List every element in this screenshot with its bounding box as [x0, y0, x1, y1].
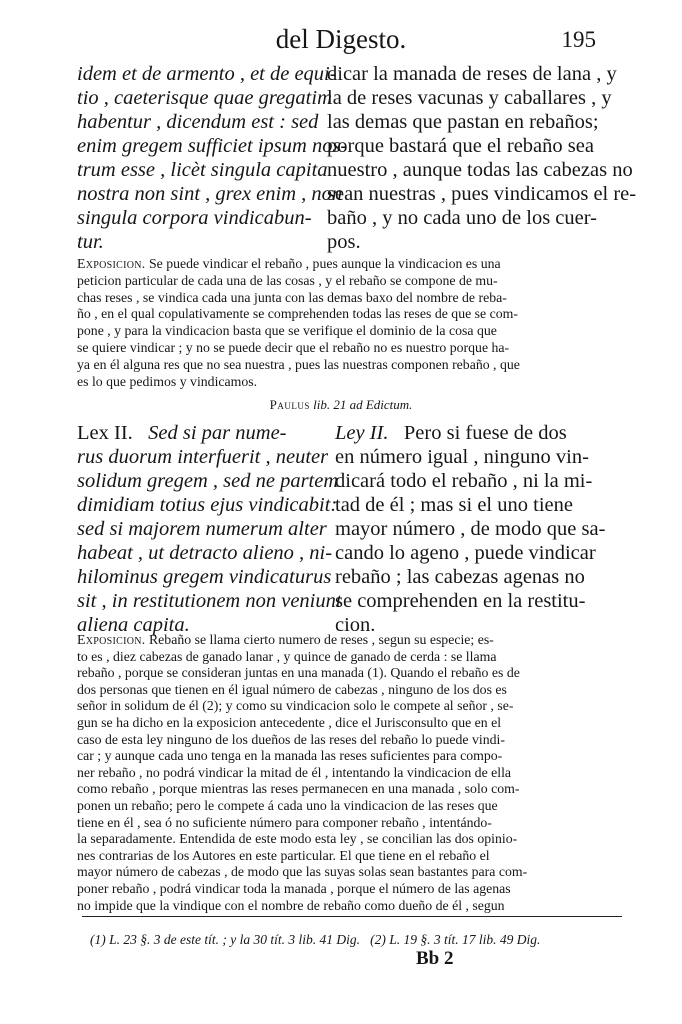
exposition-line: Exposicion. Se puede vindicar el rebaño , pues aunque la vindicacion es una	[77, 256, 501, 271]
spanish-line: Ley II. Pero si fuese de dos	[335, 422, 567, 444]
exposition-line: car ; y aunque cada uno tenga en la manada las reses suficientes para compo-	[77, 748, 503, 764]
spanish-line: cando lo ageno , puede vindicar	[335, 542, 596, 564]
footnote-1: (1) L. 23 §. 3 de este tít. ; y la 30 tít. 3 lib. 41 Dig.	[90, 932, 360, 947]
latin-line: tur.	[77, 231, 104, 253]
spanish-line: sean nuestras , pues vindicamos el re-	[327, 183, 637, 205]
latin-line: hilominus gregem vindicaturus	[77, 566, 332, 588]
spanish-line: porque bastará que el rebaño sea	[327, 135, 594, 157]
exposition-line: mayor número de cabezas , de modo que las suyas solas sean bastantes para com-	[77, 864, 528, 880]
footnote-divider	[82, 916, 622, 917]
latin-line: habentur , dicendum est : sed	[77, 111, 319, 133]
exposition-line: es lo que pedimos y vindicamos.	[77, 373, 258, 389]
spanish-line: las demas que pastan en rebaños;	[327, 111, 599, 133]
spanish-line: dicará todo el rebaño , ni la mi-	[335, 470, 593, 492]
spanish-line: cion.	[335, 614, 376, 636]
jurist-name: Paulus	[269, 397, 310, 412]
spanish-line: en número igual , ninguno vin-	[335, 446, 589, 468]
exposition-line: ponen un rebaño; pero le compete á cada uno la vindicacion de las reses que	[77, 797, 498, 813]
latin-line: sed si majorem numerum alter	[77, 518, 327, 540]
exposition-line: se quiere vindicar ; y no se puede decir que el rebaño no es nuestro porque ha-	[77, 339, 510, 355]
footnotes	[90, 932, 620, 948]
exposition-line: Exposicion. Rebaño se llama cierto numero de reses , segun su especie; es-	[77, 632, 494, 647]
latin-line: Lex II. Sed si par nume-	[77, 422, 287, 444]
exposition-label: Exposicion.	[77, 256, 146, 271]
exposition-line: no impide que la vindique con el nombre de rebaño como dueño de él , segun	[77, 897, 505, 913]
latin-line: singula corpora vindicabun-	[77, 207, 312, 229]
exposition-line: pone , y para la vindicacion basta que se verifique el dominio de la cosa que	[77, 323, 497, 339]
footnote-2: (2) L. 19 §. 3 tít. 17 lib. 49 Dig.	[370, 932, 541, 947]
latin-line: tio , caeterisque quae gregatim	[77, 87, 332, 109]
latin-line: enim gregem sufficiet ipsum nos-	[77, 135, 348, 157]
latin-line: idem et de armento , et de equi-	[77, 63, 337, 85]
latin-line: aliena capita.	[77, 614, 190, 636]
exposition-line: peticion particular de cada una de las cosas , y el rebaño se compone de mu-	[77, 272, 498, 288]
spanish-line: nuestro , aunque todas las cabezas no	[327, 159, 633, 181]
latin-line: rus duorum interfuerit , neuter	[77, 446, 329, 468]
spanish-line: pos.	[327, 231, 361, 253]
source-reference: lib. 21 ad Edictum.	[313, 397, 413, 412]
latin-column-2	[77, 421, 342, 637]
latin-line: trum esse , licèt singula capita	[77, 159, 328, 181]
exposition-line: ner rebaño , no podrá vindicar la mitad de él , intentando la vindicacion de ella	[77, 764, 512, 780]
exposition-line: to es , diez cabezas de ganado lanar , y quince de ganado de cerda : se llama	[77, 648, 497, 664]
exposition-line: rebaño , porque se consideran juntas en una manada (1). Quando el rebaño es de	[77, 665, 520, 681]
spanish-line: baño , y no cada uno de los cuer-	[327, 207, 597, 229]
spanish-line: rebaño ; las cabezas agenas no	[335, 566, 585, 588]
exposition-line: como rebaño , porque mientras las reses permanecen en una manada , solo com-	[77, 781, 520, 797]
latin-line: nostra non sint , grex enim , non	[77, 183, 343, 205]
running-head: del Digesto.	[275, 24, 407, 54]
latin-line: habeat , ut detracto alieno , ni-	[77, 542, 333, 564]
exposition-label: Exposicion.	[77, 632, 146, 647]
latin-line: sit , in restitutionem non veniunt	[77, 590, 342, 612]
exposition-line: señor in solidum de él (2); y como su vindicacion solo le compete al señor , se-	[77, 698, 514, 714]
exposition-line: chas reses , se vindica cada una junta con las demas baxo del nombre de reba-	[77, 289, 507, 305]
signature-mark: Bb 2	[416, 948, 454, 969]
exposition-line: ño , en el qual copulativamente se comprehenden todas las reses de que se com-	[77, 306, 518, 322]
page-number: 195	[561, 27, 596, 52]
spanish-line: dicar la manada de reses de lana , y	[327, 63, 617, 85]
spanish-line: se comprehenden en la restitu-	[335, 590, 586, 612]
exposition-line: ya en él alguna res que no sea nuestra , pues las nuestras componen rebaño , que	[77, 356, 520, 372]
exposition-line: nes contrarias de los Autores en este particular. El que tiene en el rebaño el	[77, 847, 490, 863]
latin-line: solidum gregem , sed ne partem	[77, 470, 339, 492]
spanish-column-2	[335, 421, 619, 637]
spanish-line: tad de él ; mas si el uno tiene	[335, 494, 573, 516]
exposition-line: caso de esta ley ninguno de los dueños de las reses del rebaño lo puede vindi-	[77, 731, 505, 747]
spanish-line: mayor número , de modo que sa-	[335, 518, 606, 540]
lex-heading: Lex II.	[77, 422, 133, 444]
exposition-line: dos personas que tienen en él igual número de cabezas , ninguno de los dos es	[77, 681, 507, 697]
exposition-line: tiene en él , sea ó no suficiente número para componer rebaño , intentándo-	[77, 814, 492, 830]
exposition-line: la separadamente. Entendida de este modo esta ley , se concilian las dos opinio-	[77, 831, 518, 847]
source-attribution	[0, 397, 682, 413]
ley-heading: Ley II.	[335, 422, 389, 444]
exposition-line: gun se ha dicho en la exposicion antecedente , dice el Jurisconsulto que en el	[77, 714, 502, 730]
spanish-column-1	[327, 62, 637, 254]
spanish-line: la de reses vacunas y caballares , y	[327, 87, 612, 109]
exposition-line: poner rebaño , podrá vindicar toda la manada , porque el número de las agenas	[77, 880, 511, 896]
exposition-2	[77, 632, 625, 914]
exposition-1	[77, 256, 625, 390]
latin-line: dimidiam totius ejus vindicabit:	[77, 494, 338, 516]
